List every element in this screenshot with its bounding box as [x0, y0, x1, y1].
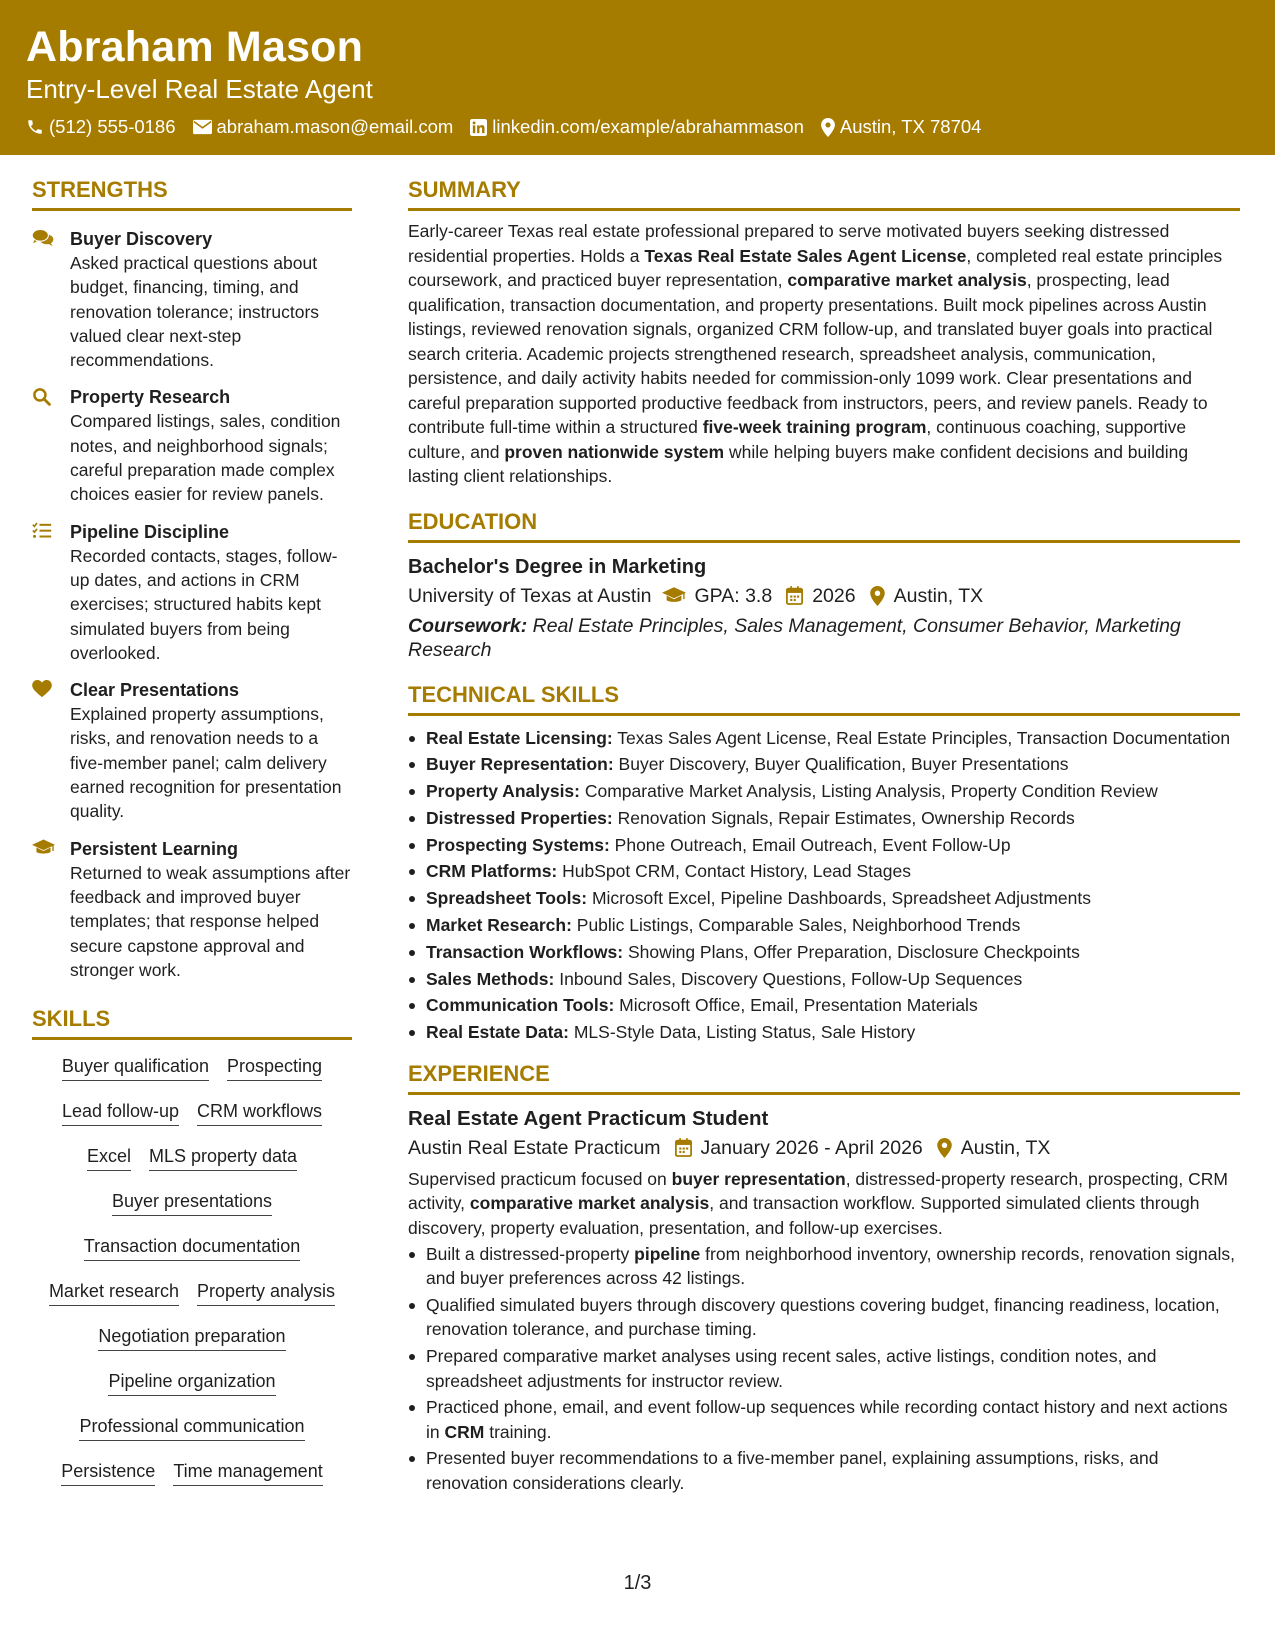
job-meta — [408, 1133, 1240, 1163]
experience-heading: EXPERIENCE — [408, 1059, 1240, 1095]
graduation-year: 2026 — [812, 584, 856, 607]
strength-item — [32, 837, 352, 982]
strength-item — [32, 520, 352, 665]
summary-text: Early-career Texas real estate professional prepared to serve motivated buyers seeking distressed residential properties. Holds a Texas Real Estate Sales Agent License, completed real estate principles coursework, and practiced buyer representation, comparative market analysis, prospecting, lead qualification, transaction documentation, and property presentations. Built mock pipelines across Austin listings, reviewed renovation signals, organized CRM follow-up, and translated buyer goals into practical search criteria. Academic projects strengthened research, spreadsheet analysis, communication, persistence, and daily activity habits needed for commission-only 1099 work. Clear presentations and careful preparation supported productive feedback from instructors, peers, and review panels. Ready to contribute full-time within a structured five-week training program, continuous coaching, supportive culture, and proven nationwide system while helping buyers make confident decisions and building lasting client relationships. — [408, 221, 1223, 486]
list-item: Communication Tools: Microsoft Office, Email, Presentation Materials — [408, 993, 1240, 1017]
list-item: Presented buyer recommendations to a five-member panel, explaining assumptions, risks, and renovation considerations clearly. — [408, 1446, 1240, 1495]
skill-chip: Transaction documentation — [84, 1234, 300, 1261]
list-item: Sales Methods: Inbound Sales, Discovery Questions, Follow-Up Sequences — [408, 967, 1240, 991]
technical-skills-heading: TECHNICAL SKILLS — [408, 680, 1240, 716]
strength-description: Asked practical questions about budget, financing, timing, and renovation tolerance; instructors valued clear next-step recommendations. — [70, 253, 320, 371]
skill-chip: Professional communication — [79, 1414, 304, 1441]
list-item: Spreadsheet Tools: Microsoft Excel, Pipeline Dashboards, Spreadsheet Adjustments — [408, 886, 1240, 910]
skill-chip: Prospecting — [227, 1054, 322, 1081]
strength-title: Persistent Learning — [70, 838, 239, 859]
summary-heading: SUMMARY — [408, 175, 1240, 211]
skill-chip: Buyer presentations — [112, 1189, 272, 1216]
checklist-icon — [32, 522, 52, 539]
strength-item — [32, 678, 352, 823]
coursework: Coursework: Real Estate Principles, Sales Management, Consumer Behavior, Marketing Research — [408, 614, 1181, 661]
skill-chip: Lead follow-up — [62, 1099, 179, 1126]
list-item: Practiced phone, email, and event follow-up sequences while recording contact history and next actions in CRM training. — [408, 1395, 1240, 1444]
education-meta — [408, 581, 1240, 611]
strength-description: Recorded contacts, stages, follow-up dates, and actions in CRM exercises; structured habits kept simulated buyers from being overlooked. — [70, 545, 338, 663]
strength-title: Clear Presentations — [70, 680, 240, 701]
candidate-name: Abraham Mason — [26, 23, 364, 71]
search-icon — [32, 387, 51, 406]
skill-chip: MLS property data — [149, 1144, 297, 1171]
skill-chip: Property analysis — [197, 1279, 335, 1306]
organization-name: Austin Real Estate Practicum — [408, 1136, 661, 1159]
list-item: Real Estate Licensing: Texas Sales Agent License, Real Estate Principles, Transaction Documentation — [408, 726, 1240, 750]
skill-chip: CRM workflows — [197, 1099, 322, 1126]
skill-chip: Time management — [173, 1459, 322, 1486]
strength-title: Property Research — [70, 387, 231, 408]
degree-title: Bachelor's Degree in Marketing — [408, 555, 707, 578]
phone-text[interactable]: (512) 555-0186 — [49, 116, 176, 137]
school-name: University of Texas at Austin — [408, 584, 652, 607]
job-location: Austin, TX — [960, 1136, 1051, 1159]
list-item: Qualified simulated buyers through discovery questions covering budget, financing readiness, location, renovation tolerance, and purchase timing. — [408, 1293, 1240, 1342]
skill-chip: Persistence — [61, 1459, 155, 1486]
strengths-heading: STRENGTHS — [32, 175, 352, 211]
contact-location — [821, 116, 982, 138]
phone-icon — [26, 118, 44, 136]
technical-skills-list — [408, 726, 1240, 1045]
linkedin-link[interactable]: linkedin.com/example/abrahammason — [492, 116, 804, 137]
skills-heading: SKILLS — [32, 1004, 352, 1040]
skill-chip: Pipeline organization — [108, 1369, 275, 1396]
contact-linkedin — [470, 116, 804, 138]
list-item: Transaction Workflows: Showing Plans, Offer Preparation, Disclosure Checkpoints — [408, 940, 1240, 964]
page-number: 1/3 — [623, 1572, 652, 1594]
skill-chip: Buyer qualification — [62, 1054, 209, 1081]
list-item: CRM Platforms: HubSpot CRM, Contact History, Lead Stages — [408, 859, 1240, 883]
strength-item — [32, 227, 352, 372]
list-item: Real Estate Data: MLS-Style Data, Listing Status, Sale History — [408, 1020, 1240, 1044]
envelope-icon — [193, 119, 212, 135]
job-bullets — [408, 1242, 1240, 1495]
calendar-icon — [786, 586, 803, 605]
heart-icon — [32, 680, 52, 698]
job-dates: January 2026 - April 2026 — [700, 1136, 923, 1159]
map-pin-icon — [870, 586, 885, 606]
list-item: Built a distressed-property pipeline from neighborhood inventory, ownership records, renovation signals, and buyer preferences across 42 listings. — [408, 1242, 1240, 1291]
strength-title: Buyer Discovery — [70, 229, 213, 249]
job-title: Real Estate Agent Practicum Student — [408, 1106, 769, 1130]
calendar-icon — [675, 1138, 692, 1157]
strength-title: Pipeline Discipline — [70, 521, 230, 542]
location-text: Austin, TX 78704 — [839, 116, 982, 137]
candidate-title: Entry-Level Real Estate Agent — [26, 74, 373, 104]
resume-header — [0, 0, 1275, 155]
education-location: Austin, TX — [893, 584, 984, 607]
job-description: Supervised practicum focused on buyer representation, distressed-property research, prospecting, CRM activity, comparative market analysis, and transaction workflow. Supported simulated clients through discovery, property evaluation, presentation, and follow-up exercises. — [408, 1168, 1228, 1238]
list-item: Property Analysis: Comparative Market Analysis, Listing Analysis, Property Condition Review — [408, 779, 1240, 803]
strength-description: Compared listings, sales, condition notes, and neighborhood signals; careful preparation made complex choices easier for review panels. — [70, 411, 341, 505]
graduation-cap-icon — [32, 839, 55, 856]
strength-description: Explained property assumptions, risks, and renovation needs to a five-member panel; calm delivery earned recognition for presentation quality. — [70, 704, 342, 822]
gpa-text: GPA: 3.8 — [694, 584, 773, 607]
list-item: Distressed Properties: Renovation Signals, Repair Estimates, Ownership Records — [408, 806, 1240, 830]
right-column — [408, 175, 1240, 1498]
map-pin-icon — [937, 1138, 952, 1158]
skills-list — [32, 1054, 352, 1504]
education-heading: EDUCATION — [408, 507, 1240, 543]
contact-row — [26, 116, 1275, 138]
list-item: Prepared comparative market analyses using recent sales, active listings, condition notes, and spreadsheet adjustments for instructor review. — [408, 1344, 1240, 1393]
contact-email — [193, 116, 454, 138]
left-column — [32, 175, 352, 1504]
skill-chip: Market research — [49, 1279, 179, 1306]
skill-chip: Negotiation preparation — [98, 1324, 285, 1351]
strength-item — [32, 385, 352, 506]
contact-phone — [26, 116, 176, 138]
strength-description: Returned to weak assumptions after feedback and improved buyer templates; that response helped secure capstone approval and stronger work. — [70, 862, 351, 980]
list-item: Prospecting Systems: Phone Outreach, Email Outreach, Event Follow-Up — [408, 833, 1240, 857]
linkedin-icon — [470, 119, 487, 136]
graduation-cap-icon — [662, 587, 686, 604]
list-item: Buyer Representation: Buyer Discovery, Buyer Qualification, Buyer Presentations — [408, 752, 1240, 776]
skill-chip: Excel — [87, 1144, 131, 1171]
email-link[interactable]: abraham.mason@email.com — [216, 116, 454, 137]
map-pin-icon — [821, 118, 835, 137]
list-item: Market Research: Public Listings, Comparable Sales, Neighborhood Trends — [408, 913, 1240, 937]
chat-bubbles-icon — [32, 229, 54, 247]
